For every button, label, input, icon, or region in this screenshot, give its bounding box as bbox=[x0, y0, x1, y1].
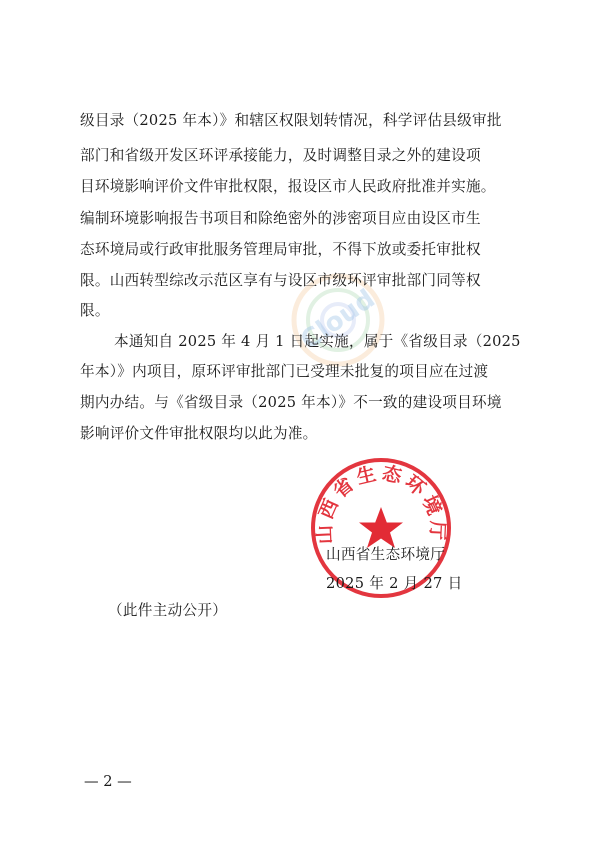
body-line-9: 年本）》内项目，原环评审批部门已受理未批复的项目应在过渡 bbox=[80, 363, 489, 380]
svg-text:山西省生态环境厅: 山西省生态环境厅 bbox=[313, 462, 449, 545]
body-line-4: 编制环境影响报告书项目和除绝密外的涉密项目应由设区市生 bbox=[80, 210, 481, 227]
disclosure-note: （此件主动公开） bbox=[108, 602, 228, 619]
body-line-6: 限。山西转型综改示范区享有与设区市级环评审批部门同等权 bbox=[80, 272, 481, 289]
body-line-8: 本通知自 2025 年 4 月 1 日起实施，属于《省级目录（2025 bbox=[114, 333, 521, 350]
body-line-11: 影响评价文件审批权限均以此为准。 bbox=[80, 425, 318, 442]
body-line-2: 部门和省级开发区环评承接能力，及时调整目录之外的建设项 bbox=[80, 147, 481, 164]
page-number: — 2 — bbox=[84, 773, 132, 790]
body-line-10: 期内办结。与《省级目录（2025 年本）》不一致的建设项目环境 bbox=[80, 394, 502, 411]
body-line-5: 态环境局或行政审批服务管理局审批，不得下放或委托审批权 bbox=[80, 241, 481, 258]
body-line-1: 级目录（2025 年本）》和辖区权限划转情况，科学评估县级审批 bbox=[80, 112, 502, 129]
body-line-7: 限。 bbox=[80, 302, 110, 319]
body-line-3: 目环境影响评价文件审批权限，报设区市人民政府批准并实施。 bbox=[80, 178, 496, 195]
svg-text:Cloud: Cloud bbox=[295, 283, 381, 357]
signature-date: 2025 年 2 月 27 日 bbox=[326, 575, 463, 592]
signature-org: 山西省生态环境厅 bbox=[326, 546, 446, 563]
seal-star-icon bbox=[359, 507, 403, 548]
